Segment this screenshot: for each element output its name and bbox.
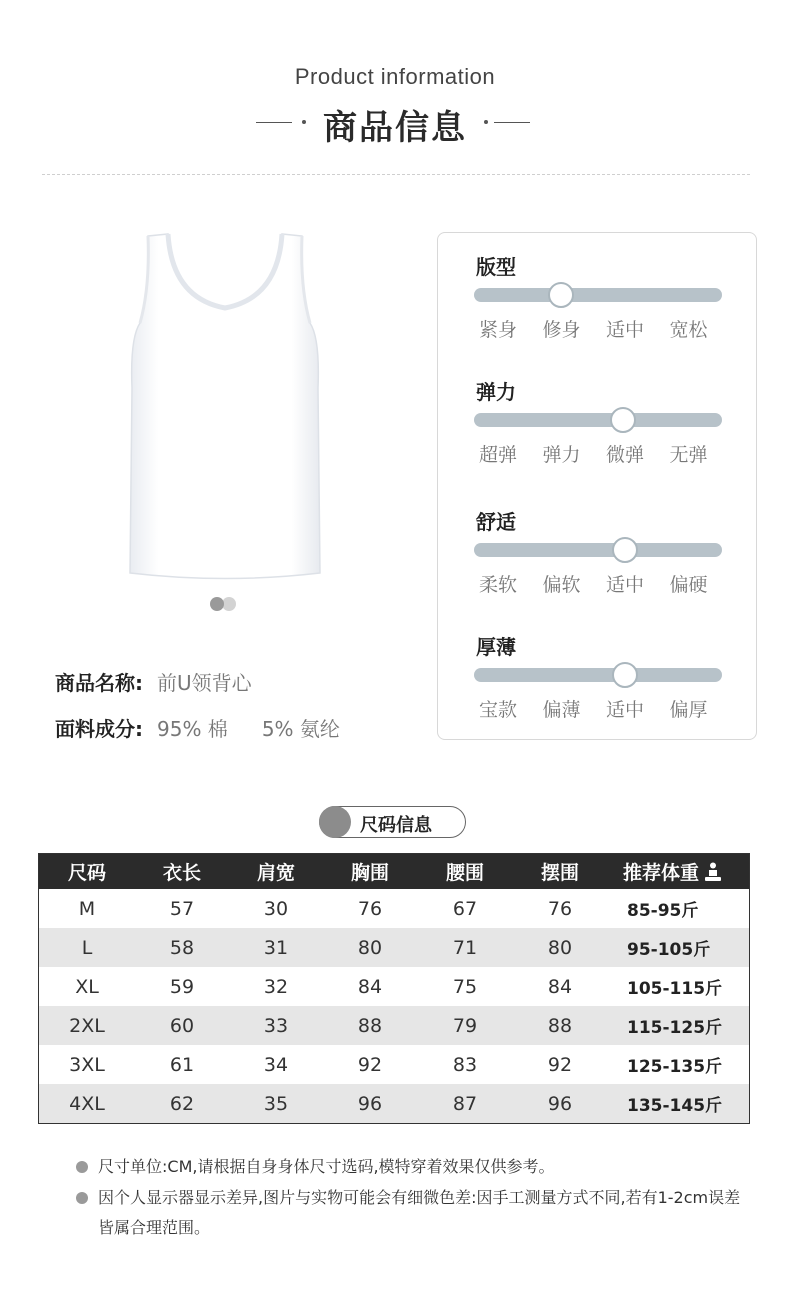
header-size: 尺码: [67, 862, 106, 884]
cell-chest: 88: [357, 1014, 383, 1037]
size-badge-circle: [319, 806, 351, 838]
table-row: [39, 967, 749, 1006]
cell-shoulder: 30: [263, 897, 289, 920]
spec-slider-track[interactable]: [474, 288, 722, 302]
cell-hem: 76: [547, 897, 573, 920]
cell-hem: 92: [547, 1053, 573, 1076]
fabric-value-spandex: 5% 氨纶: [261, 717, 340, 741]
cell-chest: 96: [357, 1092, 383, 1115]
spec-panel: [437, 232, 757, 740]
fabric-row: [55, 713, 340, 742]
size-table: [38, 853, 750, 1124]
cell-hem: 80: [547, 936, 573, 959]
spec-option: 弹力: [542, 444, 581, 466]
spec-title: 版型: [476, 255, 516, 279]
spec-option: 适中: [605, 574, 644, 596]
header-waist: 腰围: [445, 862, 484, 884]
product-name-value: 前U领背心: [157, 671, 252, 695]
cell-length: 60: [169, 1014, 195, 1037]
cell-waist: 87: [452, 1092, 478, 1115]
cell-chest: 84: [357, 975, 383, 998]
spec-slider-knob[interactable]: [548, 282, 574, 308]
spec-option: 紧身: [478, 319, 517, 341]
cell-shoulder: 34: [263, 1053, 289, 1076]
cell-size: M: [78, 897, 96, 920]
spec-option: 超弹: [478, 444, 517, 466]
cell-length: 57: [169, 897, 195, 920]
spec-slider-track[interactable]: [474, 413, 722, 427]
fabric-label: 面料成分:: [55, 717, 143, 741]
header-weight-label: 推荐体重: [623, 862, 700, 884]
spec-option: 柔软: [478, 574, 517, 596]
cell-weight: 85-95斤: [627, 901, 699, 921]
pager-dot-inactive[interactable]: [222, 597, 236, 611]
spec-title: 舒适: [476, 510, 516, 534]
spec-slider-knob[interactable]: [612, 662, 638, 688]
spec-option: 偏软: [542, 574, 581, 596]
cell-length: 61: [169, 1053, 195, 1076]
cell-waist: 67: [452, 897, 478, 920]
size-table-header: [39, 854, 749, 889]
cell-chest: 80: [357, 936, 383, 959]
section-divider: [42, 174, 750, 175]
spec-option: 修身: [542, 319, 581, 341]
title-english: Product information: [294, 64, 496, 89]
product-name-row: [55, 667, 252, 696]
cell-chest: 92: [357, 1053, 383, 1076]
cell-size: L: [81, 936, 93, 959]
cell-shoulder: 33: [263, 1014, 289, 1037]
note-color-difference: 因个人显示器显示差异,图片与实物可能会有细微色差:因手工测量方式不同,若有1-2cm误差皆属合理范围。: [98, 1188, 741, 1237]
note-bullet-2: [76, 1192, 88, 1204]
table-row: [39, 1084, 749, 1123]
pager-dot-active[interactable]: [210, 597, 224, 611]
person-on-scale-icon: [704, 862, 722, 882]
cell-hem: 88: [547, 1014, 573, 1037]
table-row: [39, 928, 749, 967]
cell-weight: 115-125斤: [627, 1018, 723, 1038]
cell-waist: 79: [452, 1014, 478, 1037]
cell-length: 62: [169, 1092, 195, 1115]
cell-weight: 125-135斤: [627, 1057, 723, 1077]
spec-option: 适中: [605, 699, 644, 721]
title-decor-line-right: [494, 122, 530, 123]
cell-shoulder: 31: [263, 936, 289, 959]
cell-shoulder: 35: [263, 1092, 289, 1115]
title-row: [0, 100, 790, 146]
spec-option: 偏厚: [669, 699, 708, 721]
header-hem: 摆围: [540, 862, 579, 884]
cell-size: 4XL: [69, 1092, 105, 1115]
fabric-value-cotton: 95% 棉: [157, 717, 228, 741]
cell-weight: 105-115斤: [627, 979, 723, 999]
spec-title: 弹力: [476, 380, 516, 404]
cell-waist: 71: [452, 936, 478, 959]
cell-length: 58: [169, 936, 195, 959]
header-length: 衣长: [162, 862, 201, 884]
product-name-label: 商品名称:: [55, 671, 143, 695]
spec-option: 无弹: [669, 444, 708, 466]
spec-option: 宽松: [669, 319, 708, 341]
cell-chest: 76: [357, 897, 383, 920]
size-info-title: 尺码信息: [360, 815, 432, 836]
table-row: [39, 1045, 749, 1084]
spec-option: 微弹: [605, 444, 644, 466]
cell-size: XL: [75, 975, 99, 998]
title-decor-dot-right: [484, 120, 488, 124]
note-size-unit: 尺寸单位:CM,请根据自身身体尺寸选码,模特穿着效果仅供参考。: [98, 1157, 555, 1176]
cell-length: 59: [169, 975, 195, 998]
size-info-badge: [319, 806, 466, 838]
spec-title: 厚薄: [476, 635, 516, 659]
spec-slider-knob[interactable]: [610, 407, 636, 433]
cell-hem: 96: [547, 1092, 573, 1115]
size-table-body: [39, 889, 749, 1123]
table-row: [39, 889, 749, 928]
header-weight: [619, 854, 749, 889]
title-chinese: 商品信息: [323, 108, 467, 148]
spec-option: 宝款: [478, 699, 517, 721]
spec-option: 偏硬: [669, 574, 708, 596]
cell-waist: 75: [452, 975, 478, 998]
header-chest: 胸围: [350, 862, 389, 884]
cell-weight: 135-145斤: [627, 1096, 723, 1116]
table-row: [39, 1006, 749, 1045]
cell-weight: 95-105斤: [627, 940, 711, 960]
cell-size: 2XL: [69, 1014, 105, 1037]
spec-option: 偏薄: [542, 699, 581, 721]
spec-slider-knob[interactable]: [612, 537, 638, 563]
cell-waist: 83: [452, 1053, 478, 1076]
spec-slider-track[interactable]: [474, 543, 722, 557]
image-pager: [210, 597, 240, 611]
cell-size: 3XL: [69, 1053, 105, 1076]
note-bullet-1: [76, 1161, 88, 1173]
spec-slider-track[interactable]: [474, 668, 722, 682]
header-shoulder: 肩宽: [256, 862, 295, 884]
spec-option: 适中: [605, 319, 644, 341]
cell-shoulder: 32: [263, 975, 289, 998]
cell-hem: 84: [547, 975, 573, 998]
tank-top-image: [110, 228, 340, 588]
